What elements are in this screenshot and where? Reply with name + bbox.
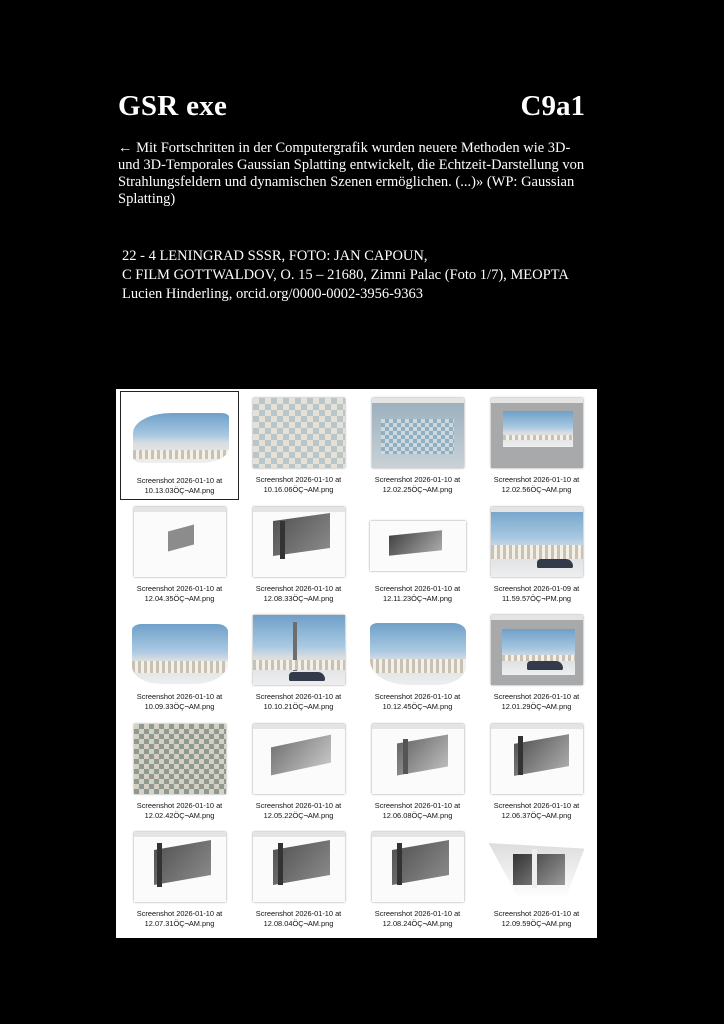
credit-line-1: 22 - 4 LENINGRAD SSSR, FOTO: JAN CAPOUN,: [122, 248, 428, 264]
file-thumbnail[interactable]: [485, 395, 588, 471]
file-item[interactable]: [358, 825, 477, 934]
file-name: Screenshot 2026-01-10 at 12.01.29ÖÇ¬AM.png: [493, 692, 580, 711]
file-thumbnail[interactable]: [247, 721, 350, 797]
file-thumbnail[interactable]: [366, 395, 469, 471]
file-name: Screenshot 2026-01-10 at 12.06.08ÖÇ¬AM.png: [374, 800, 461, 820]
file-name: Screenshot 2026-01-10 at 12.07.31ÖÇ¬AM.png: [136, 909, 223, 928]
file-thumbnail[interactable]: [366, 504, 469, 580]
file-name: Screenshot 2026-01-10 at 12.08.33ÖÇ¬AM.png: [255, 583, 342, 603]
file-item[interactable]: [358, 717, 477, 826]
photo-credits: [122, 247, 622, 304]
file-thumbnail[interactable]: [366, 829, 469, 905]
file-thumbnail[interactable]: [128, 721, 231, 797]
file-thumbnail[interactable]: [247, 612, 350, 688]
document-code: C9a1: [520, 90, 585, 122]
file-thumbnail[interactable]: [128, 612, 231, 688]
file-browser-grid: [116, 389, 597, 938]
file-item[interactable]: [239, 391, 358, 500]
file-name: Screenshot 2026-01-10 at 12.02.42ÖÇ¬AM.png: [136, 800, 223, 820]
file-name: Screenshot 2026-01-10 at 10.10.21ÖÇ¬AM.png: [255, 692, 342, 711]
file-thumbnail[interactable]: [366, 612, 469, 688]
file-item[interactable]: [477, 717, 596, 826]
file-item[interactable]: [477, 500, 596, 609]
file-item[interactable]: [239, 608, 358, 717]
file-thumbnail[interactable]: [485, 721, 588, 797]
file-thumbnail[interactable]: [247, 829, 350, 905]
file-name: Screenshot 2026-01-10 at 12.08.24ÖÇ¬AM.png: [374, 909, 461, 928]
file-name: Screenshot 2026-01-10 at 12.11.23ÖÇ¬AM.png: [374, 583, 461, 603]
file-item[interactable]: [358, 608, 477, 717]
file-name: Screenshot 2026-01-10 at 12.02.56ÖÇ¬AM.png: [493, 475, 580, 494]
file-name: Screenshot 2026-01-10 at 12.06.37ÖÇ¬AM.png: [493, 800, 580, 820]
file-item[interactable]: [477, 391, 596, 500]
credit-line-3: Lucien Hinderling, orcid.org/0000-0002-3956-9363: [122, 286, 423, 302]
file-name: Screenshot 2026-01-10 at 12.09.59ÖÇ¬AM.png: [493, 909, 580, 928]
file-item[interactable]: [120, 825, 239, 934]
file-thumbnail[interactable]: [485, 829, 588, 905]
file-thumbnail[interactable]: [128, 504, 231, 580]
file-name: Screenshot 2026-01-10 at 12.08.04ÖÇ¬AM.png: [255, 909, 342, 928]
file-thumbnail[interactable]: [247, 504, 350, 580]
file-thumbnail[interactable]: [129, 396, 232, 472]
file-name: Screenshot 2026-01-10 at 12.04.35ÖÇ¬AM.png: [136, 583, 223, 603]
credit-line-2: C FILM GOTTWALDOV, O. 15 – 21680, Zimni Palac (Foto 1/7), MEOPTA: [122, 267, 569, 283]
gaussian-splatting-quote: ← Mit Fortschritten in der Computergrafik wurden neuere Methoden wie 3D- und 3D-Temporales Gaussian Splatting entwickelt, die Echtzeit-Darstellung von Strahlungsfeldern und dynamischen Szenen ermöglichen. (...)» (WP: Gaussian Splatting): [118, 140, 585, 207]
file-item[interactable]: [239, 825, 358, 934]
file-item[interactable]: [239, 717, 358, 826]
file-name: Screenshot 2026-01-10 at 12.02.25ÖÇ¬AM.png: [374, 475, 461, 494]
file-item[interactable]: [120, 500, 239, 609]
file-thumbnail[interactable]: [485, 612, 588, 688]
file-item[interactable]: [120, 391, 239, 500]
file-name: Screenshot 2026-01-10 at 10.16.06ÖÇ¬AM.png: [255, 475, 342, 494]
file-name: Screenshot 2026-01-10 at 12.05.22ÖÇ¬AM.png: [255, 800, 342, 820]
file-thumbnail[interactable]: [247, 395, 350, 471]
file-item[interactable]: [120, 717, 239, 826]
file-thumbnail[interactable]: [485, 504, 588, 580]
file-name: Screenshot 2026-01-10 at 10.12.45ÖÇ¬AM.png: [374, 692, 461, 711]
file-item[interactable]: [120, 608, 239, 717]
document-title: GSR exe: [118, 90, 228, 122]
file-item[interactable]: [358, 500, 477, 609]
file-name: Screenshot 2026-01-09 at 11.59.57ÖÇ¬PM.png: [493, 583, 580, 603]
file-item[interactable]: [239, 500, 358, 609]
file-name: Screenshot 2026-01-10 at 10.13.03ÖÇ¬AM.png: [136, 476, 223, 495]
file-name: Screenshot 2026-01-10 at 10.09.33ÖÇ¬AM.png: [136, 692, 223, 711]
file-item[interactable]: [477, 608, 596, 717]
file-thumbnail[interactable]: [366, 721, 469, 797]
file-item[interactable]: [358, 391, 477, 500]
file-item[interactable]: [477, 825, 596, 934]
file-thumbnail[interactable]: [128, 829, 231, 905]
